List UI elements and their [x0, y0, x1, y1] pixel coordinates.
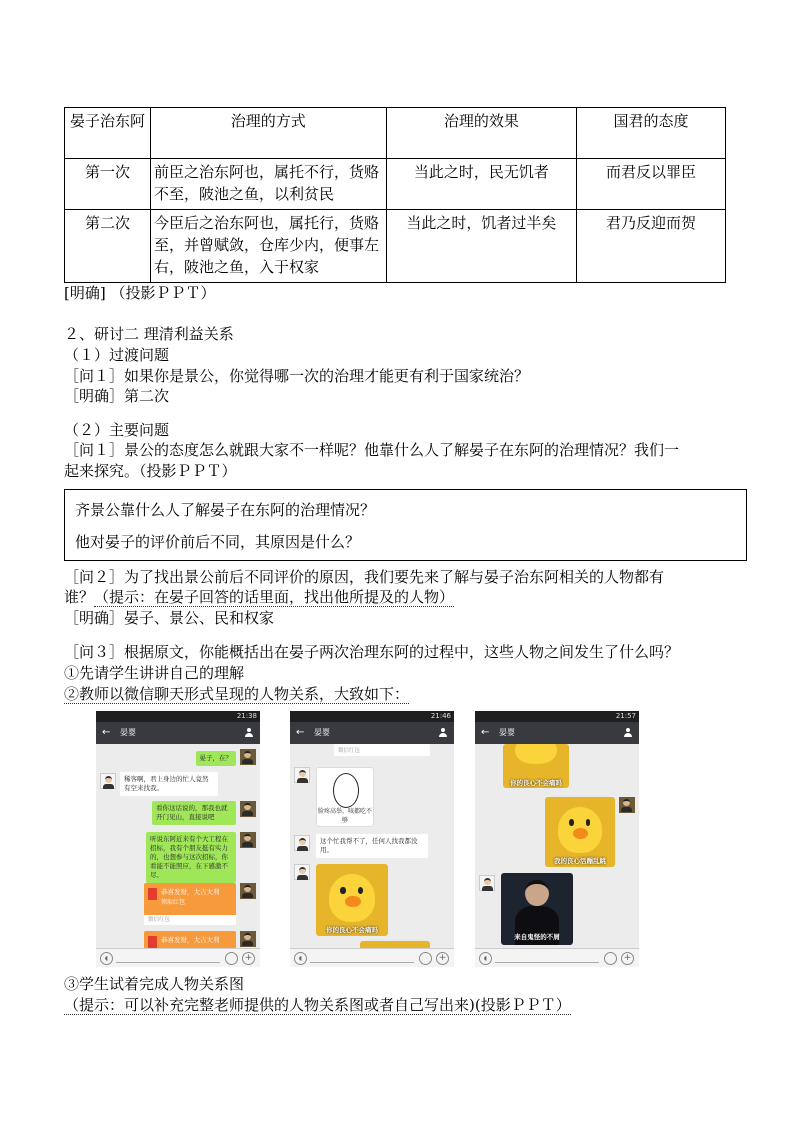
- message-input[interactable]: [116, 962, 220, 963]
- section-heading: ２、研讨二 理清利益关系: [64, 325, 234, 343]
- chick-sticker: [503, 744, 569, 788]
- emoji-icon[interactable]: [419, 952, 432, 965]
- avatar: [294, 864, 310, 880]
- method-cell: 今臣后之治东阿也，属托行，货赂至，并曾赋敛，仓库少内，便事左右，陂池之鱼，入于权家: [150, 210, 386, 283]
- sticker-caption: 我的良心活蹦乱跳: [554, 856, 606, 865]
- avatar: [619, 797, 635, 813]
- red-packet-text: 恭喜发财，大吉大利: [161, 888, 220, 896]
- attitude-cell: 而君反以罪臣: [577, 159, 726, 210]
- step-text: ③学生试着完成人物关系图: [64, 975, 245, 993]
- profile-icon: [439, 728, 447, 737]
- box-line: 齐景公靠什么人了解晏子在东阿的治理情况？: [75, 501, 376, 519]
- man-sticker: [501, 873, 573, 945]
- chat-screenshot-3: [475, 711, 639, 967]
- hint-text: （提示：在晏子回答的话里面，找出他所提及的人物）: [94, 588, 455, 606]
- red-packet-footer: 微信红包: [334, 746, 430, 756]
- box-line: 他对晏子的评价前后不同，其原因是什么？: [75, 533, 361, 551]
- chick-sticker: [316, 864, 388, 936]
- sub-heading: （１）过渡问题: [64, 346, 170, 364]
- plus-icon[interactable]: +: [436, 952, 449, 965]
- chat-bubble: 晏子，在？: [196, 751, 237, 766]
- sticker-caption: 你的良心不会痛吗: [510, 778, 562, 787]
- message-input[interactable]: [495, 962, 599, 963]
- contact-name: 晏婴: [314, 728, 330, 737]
- hint-line: [64, 995, 571, 1015]
- back-arrow-icon: ←: [481, 727, 490, 738]
- header-cell: 晏子治东阿: [65, 108, 151, 159]
- chat-titlebar: [290, 722, 454, 744]
- chat-bubble: 稀客啊，君上身边的忙人竟然有空来找我。: [120, 772, 218, 796]
- question-text: ［问１］景公的态度怎么就跟大家不一样呢？他靠什么人了解晏子在东阿的治理情况？我们一: [64, 441, 680, 459]
- governance-table: [64, 107, 726, 283]
- table-row: [65, 159, 726, 210]
- sticker-caption: 来自鬼怪的不屑: [514, 932, 560, 941]
- meme-sticker: [316, 767, 374, 827]
- sub-heading: （２）主要问题: [64, 421, 170, 439]
- avatar: [479, 875, 495, 891]
- red-packet-footer: 微信红包: [144, 915, 236, 925]
- method-cell: 前臣之治东阿也，属托不行，货赂不至，陂池之鱼，以利贫民: [150, 159, 386, 210]
- question-text: ［问１］如果你是景公，你觉得哪一次的治理才能更有利于国家统治？: [64, 367, 530, 385]
- step-text: [64, 684, 409, 704]
- sticker-caption: 脸疼高举，咳都吃不够: [317, 808, 372, 825]
- voice-icon[interactable]: ◖: [294, 952, 307, 965]
- contact-name: 晏婴: [499, 728, 515, 737]
- voice-icon[interactable]: ◖: [100, 952, 113, 965]
- chick-sticker: [545, 797, 615, 867]
- mingque-line: [明确] （投影ＰＰＴ）: [64, 284, 216, 302]
- hint-text: （提示：可以补充完整老师提供的人物关系图或者自己写出来)(投影ＰＰＴ）: [64, 996, 571, 1014]
- voice-icon[interactable]: ◖: [479, 952, 492, 965]
- effect-cell: 当此之时，民无饥者: [386, 159, 576, 210]
- attitude-cell: 君乃反迎而贺: [577, 210, 726, 283]
- question-text: ［问２］为了找出景公前后不同评价的原因，我们要先来了解与晏子治东阿相关的人物都有: [64, 568, 665, 586]
- table-header-row: [65, 108, 726, 159]
- question-text-part: 谁？: [64, 588, 95, 606]
- red-packet-text: 恭喜发财，大吉大利: [161, 936, 220, 944]
- effect-cell: 当此之时，饥者过半矣: [386, 210, 576, 283]
- emoji-icon[interactable]: [604, 952, 617, 965]
- chat-input-bar: [290, 948, 454, 967]
- answer-text: ［明确］晏子、景公、民和权家: [64, 609, 275, 627]
- sticker-caption: 你的良心不会痛吗: [326, 925, 378, 934]
- chat-bubble: 看你这话说的，那我也就开门见山，直接说吧: [152, 801, 236, 825]
- chat-input-bar: [96, 948, 260, 967]
- red-packet-sub: 领取红包: [161, 899, 186, 906]
- avatar: [100, 773, 116, 789]
- chat-screenshot-1: [96, 711, 260, 967]
- chat-screenshot-2: [290, 711, 454, 967]
- header-cell: 国君的态度: [577, 108, 726, 159]
- profile-icon: [245, 728, 253, 737]
- question-text: 起来探究。（投影ＰＰＴ）: [64, 462, 237, 480]
- avatar: [240, 749, 256, 765]
- avatar: [240, 883, 256, 899]
- red-envelope-icon: [148, 888, 157, 900]
- chat-titlebar: [475, 722, 639, 744]
- back-arrow-icon: ←: [102, 727, 111, 738]
- row-label: 第一次: [65, 159, 151, 210]
- question-box: [64, 489, 747, 561]
- row-label: 第二次: [65, 210, 151, 283]
- back-arrow-icon: ←: [296, 727, 305, 738]
- avatar: [294, 767, 310, 783]
- step-text: ①先请学生讲讲自己的理解: [64, 664, 245, 682]
- header-cell: 治理的方式: [150, 108, 386, 159]
- answer-text: ［明确］第二次: [64, 387, 170, 405]
- step-text-underlined: ②教师以微信聊天形式呈现的人物关系，大致如下：: [64, 685, 410, 703]
- question-text: ［问３］根据原文，你能概括出在晏子两次治理东阿的过程中，这些人物之间发生了什么吗？: [64, 643, 680, 661]
- status-bar: 21:46: [290, 711, 454, 722]
- red-packet: [334, 744, 430, 756]
- plus-icon[interactable]: +: [621, 952, 634, 965]
- avatar: [240, 931, 256, 947]
- avatar: [240, 832, 256, 848]
- chat-titlebar: [96, 722, 260, 744]
- question-text: [64, 587, 454, 607]
- chat-bubble: 听说东阿近来有个大工程在招标，我有个朋友挺有实力的，也想参与这次招标，你看能不能照应，在下感激不尽。: [146, 832, 236, 883]
- chat-bubble: 这个忙我帮不了，任何人找我都没用。: [316, 834, 428, 858]
- avatar: [240, 801, 256, 817]
- red-envelope-icon: [148, 936, 157, 948]
- chat-input-bar: [475, 948, 639, 967]
- status-bar: 21:57: [475, 711, 639, 722]
- status-bar: 21:38: [96, 711, 260, 722]
- emoji-icon[interactable]: [225, 952, 238, 965]
- message-input[interactable]: [310, 962, 414, 963]
- red-packet: [144, 883, 236, 925]
- contact-name: 晏婴: [120, 728, 136, 737]
- plus-icon[interactable]: +: [242, 952, 255, 965]
- profile-icon: [624, 728, 632, 737]
- header-cell: 治理的效果: [386, 108, 576, 159]
- table-row: [65, 210, 726, 283]
- avatar: [294, 835, 310, 851]
